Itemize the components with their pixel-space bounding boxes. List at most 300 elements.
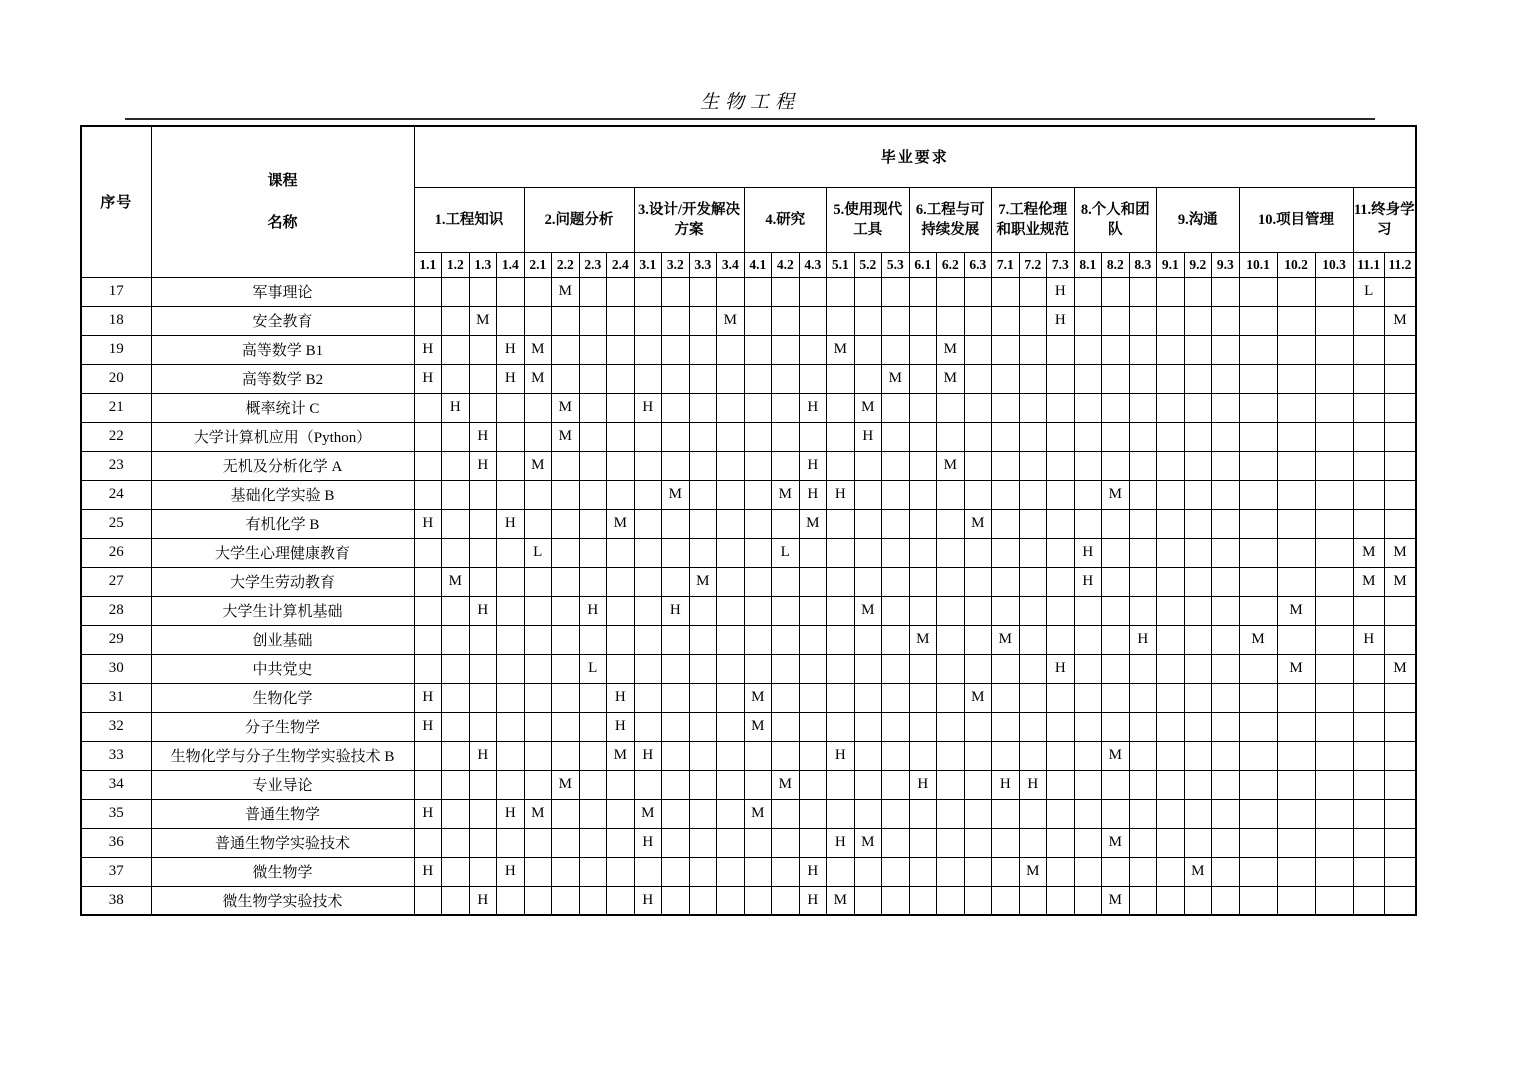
mark-cell-9.1 bbox=[1157, 886, 1185, 915]
mark-cell-1.3 bbox=[469, 335, 497, 364]
mark-cell-11.1 bbox=[1353, 770, 1385, 799]
mark-cell-3.4 bbox=[717, 509, 745, 538]
mark-cell-3.1 bbox=[634, 654, 662, 683]
mark-cell-2.4 bbox=[607, 770, 635, 799]
mark-cell-6.1 bbox=[909, 422, 937, 451]
mark-cell-8.3 bbox=[1129, 451, 1157, 480]
requirement-index-header-8.2: 8.2 bbox=[1102, 252, 1130, 277]
mark-cell-11.2: M bbox=[1385, 538, 1417, 567]
mark-cell-10.2 bbox=[1277, 335, 1315, 364]
mark-cell-2.1 bbox=[524, 857, 552, 886]
mark-cell-11.2 bbox=[1385, 828, 1417, 857]
mark-cell-10.2 bbox=[1277, 509, 1315, 538]
mark-cell-2.4 bbox=[607, 857, 635, 886]
mark-cell-7.2 bbox=[1019, 683, 1047, 712]
mark-cell-2.3 bbox=[579, 538, 607, 567]
mark-cell-7.2 bbox=[1019, 567, 1047, 596]
mark-cell-2.4: H bbox=[607, 683, 635, 712]
mark-cell-1.4: H bbox=[497, 799, 525, 828]
mark-cell-3.4 bbox=[717, 857, 745, 886]
course-number: 24 bbox=[81, 480, 151, 509]
mark-cell-6.1 bbox=[909, 538, 937, 567]
mark-cell-5.1 bbox=[827, 306, 855, 335]
mark-cell-4.1 bbox=[744, 393, 772, 422]
requirement-index-header-1.1: 1.1 bbox=[414, 252, 442, 277]
mark-cell-11.1 bbox=[1353, 741, 1385, 770]
mark-cell-2.2 bbox=[552, 799, 580, 828]
mark-cell-9.2 bbox=[1184, 364, 1212, 393]
mark-cell-10.1 bbox=[1239, 277, 1277, 306]
course-name: 微生物学实验技术 bbox=[151, 886, 414, 915]
mark-cell-8.1 bbox=[1074, 364, 1102, 393]
mark-cell-10.3 bbox=[1315, 741, 1353, 770]
mark-cell-1.4 bbox=[497, 712, 525, 741]
mark-cell-3.1 bbox=[634, 335, 662, 364]
mark-cell-8.1 bbox=[1074, 335, 1102, 364]
mark-cell-6.3 bbox=[964, 712, 992, 741]
mark-cell-8.2 bbox=[1102, 393, 1130, 422]
mark-cell-7.1: M bbox=[992, 625, 1020, 654]
mark-cell-11.1 bbox=[1353, 451, 1385, 480]
mark-cell-2.2 bbox=[552, 451, 580, 480]
course-header-line2: 名称 bbox=[267, 214, 298, 231]
mark-cell-7.1 bbox=[992, 741, 1020, 770]
mark-cell-4.1 bbox=[744, 538, 772, 567]
mark-cell-1.4: H bbox=[497, 364, 525, 393]
mark-cell-2.3 bbox=[579, 393, 607, 422]
mark-cell-6.2: M bbox=[937, 335, 965, 364]
course-name: 高等数学 B1 bbox=[151, 335, 414, 364]
mark-cell-1.1 bbox=[414, 277, 442, 306]
course-row-38 bbox=[81, 886, 1416, 915]
mark-cell-7.1 bbox=[992, 857, 1020, 886]
mark-cell-7.2: H bbox=[1019, 770, 1047, 799]
mark-cell-9.2 bbox=[1184, 683, 1212, 712]
mark-cell-9.1 bbox=[1157, 277, 1185, 306]
mark-cell-11.2 bbox=[1385, 509, 1417, 538]
requirement-index-header-4.1: 4.1 bbox=[744, 252, 772, 277]
course-number: 29 bbox=[81, 625, 151, 654]
mark-cell-10.2 bbox=[1277, 480, 1315, 509]
mark-cell-6.1 bbox=[909, 277, 937, 306]
mark-cell-1.1 bbox=[414, 625, 442, 654]
mark-cell-8.3 bbox=[1129, 393, 1157, 422]
mark-cell-4.2: M bbox=[772, 770, 800, 799]
mark-cell-10.3 bbox=[1315, 567, 1353, 596]
mark-cell-10.1 bbox=[1239, 712, 1277, 741]
mark-cell-8.3 bbox=[1129, 480, 1157, 509]
mark-cell-1.3 bbox=[469, 712, 497, 741]
mark-cell-6.3 bbox=[964, 335, 992, 364]
mark-cell-2.2 bbox=[552, 625, 580, 654]
mark-cell-4.3 bbox=[799, 712, 827, 741]
mark-cell-3.1 bbox=[634, 770, 662, 799]
mark-cell-2.2 bbox=[552, 741, 580, 770]
mark-cell-10.3 bbox=[1315, 857, 1353, 886]
mark-cell-2.2 bbox=[552, 596, 580, 625]
mark-cell-2.2 bbox=[552, 828, 580, 857]
mark-cell-7.3: H bbox=[1047, 277, 1075, 306]
mark-cell-7.2 bbox=[1019, 654, 1047, 683]
mark-cell-2.4 bbox=[607, 567, 635, 596]
mark-cell-4.3 bbox=[799, 335, 827, 364]
requirement-index-header-1.3: 1.3 bbox=[469, 252, 497, 277]
mark-cell-4.2 bbox=[772, 364, 800, 393]
mark-cell-9.2 bbox=[1184, 625, 1212, 654]
mark-cell-3.3 bbox=[689, 596, 717, 625]
mark-cell-2.1: M bbox=[524, 335, 552, 364]
mark-cell-3.2 bbox=[662, 683, 690, 712]
mark-cell-6.3 bbox=[964, 625, 992, 654]
mark-cell-2.3 bbox=[579, 770, 607, 799]
course-name: 安全教育 bbox=[151, 306, 414, 335]
mark-cell-1.3 bbox=[469, 625, 497, 654]
mark-cell-11.1 bbox=[1353, 799, 1385, 828]
mark-cell-2.1 bbox=[524, 625, 552, 654]
mark-cell-11.1 bbox=[1353, 712, 1385, 741]
mark-cell-8.3 bbox=[1129, 741, 1157, 770]
mark-cell-2.3 bbox=[579, 509, 607, 538]
mark-cell-5.3 bbox=[882, 886, 910, 915]
mark-cell-1.1 bbox=[414, 422, 442, 451]
mark-cell-3.2 bbox=[662, 799, 690, 828]
mark-cell-9.2 bbox=[1184, 335, 1212, 364]
mark-cell-9.3 bbox=[1212, 799, 1240, 828]
mark-cell-2.1 bbox=[524, 654, 552, 683]
mark-cell-5.2 bbox=[854, 799, 882, 828]
mark-cell-5.1: H bbox=[827, 828, 855, 857]
mark-cell-3.1 bbox=[634, 712, 662, 741]
mark-cell-2.1 bbox=[524, 683, 552, 712]
mark-cell-4.3 bbox=[799, 596, 827, 625]
course-row-18 bbox=[81, 306, 1416, 335]
mark-cell-4.1 bbox=[744, 857, 772, 886]
mark-cell-1.4 bbox=[497, 625, 525, 654]
mark-cell-3.3 bbox=[689, 451, 717, 480]
mark-cell-2.3 bbox=[579, 567, 607, 596]
mark-cell-10.1 bbox=[1239, 857, 1277, 886]
mark-cell-11.2 bbox=[1385, 712, 1417, 741]
requirement-index-header-5.3: 5.3 bbox=[882, 252, 910, 277]
mark-cell-8.3 bbox=[1129, 567, 1157, 596]
mark-cell-3.2 bbox=[662, 335, 690, 364]
mark-cell-11.2 bbox=[1385, 480, 1417, 509]
mark-cell-8.1 bbox=[1074, 625, 1102, 654]
mark-cell-2.1 bbox=[524, 712, 552, 741]
requirement-index-header-6.3: 6.3 bbox=[964, 252, 992, 277]
mark-cell-4.3 bbox=[799, 654, 827, 683]
mark-cell-3.2 bbox=[662, 422, 690, 451]
mark-cell-10.1 bbox=[1239, 306, 1277, 335]
mark-cell-2.3: H bbox=[579, 596, 607, 625]
course-number: 17 bbox=[81, 277, 151, 306]
mark-cell-6.2 bbox=[937, 799, 965, 828]
course-row-29 bbox=[81, 625, 1416, 654]
mark-cell-1.4: H bbox=[497, 509, 525, 538]
mark-cell-1.4 bbox=[497, 683, 525, 712]
mark-cell-2.2 bbox=[552, 306, 580, 335]
requirement-index-header-3.4: 3.4 bbox=[717, 252, 745, 277]
mark-cell-3.2 bbox=[662, 509, 690, 538]
mark-cell-10.3 bbox=[1315, 886, 1353, 915]
mark-cell-2.3 bbox=[579, 857, 607, 886]
requirement-index-header-6.2: 6.2 bbox=[937, 252, 965, 277]
mark-cell-3.4 bbox=[717, 277, 745, 306]
mark-cell-7.3 bbox=[1047, 509, 1075, 538]
mark-cell-10.2 bbox=[1277, 538, 1315, 567]
mark-cell-1.3 bbox=[469, 364, 497, 393]
mark-cell-6.1 bbox=[909, 393, 937, 422]
mark-cell-8.1 bbox=[1074, 422, 1102, 451]
mark-cell-8.2 bbox=[1102, 596, 1130, 625]
mark-cell-11.2 bbox=[1385, 741, 1417, 770]
mark-cell-9.1 bbox=[1157, 422, 1185, 451]
mark-cell-3.4 bbox=[717, 654, 745, 683]
mark-cell-7.1 bbox=[992, 393, 1020, 422]
mark-cell-3.4 bbox=[717, 480, 745, 509]
mark-cell-10.1 bbox=[1239, 451, 1277, 480]
course-row-37 bbox=[81, 857, 1416, 886]
course-header-line1: 课程 bbox=[267, 172, 298, 189]
mark-cell-7.1 bbox=[992, 451, 1020, 480]
mark-cell-5.2: H bbox=[854, 422, 882, 451]
mark-cell-5.3 bbox=[882, 741, 910, 770]
mark-cell-6.3 bbox=[964, 799, 992, 828]
mark-cell-8.2: M bbox=[1102, 741, 1130, 770]
mark-cell-11.2 bbox=[1385, 451, 1417, 480]
mark-cell-5.2 bbox=[854, 451, 882, 480]
course-name: 普通生物学实验技术 bbox=[151, 828, 414, 857]
mark-cell-7.1 bbox=[992, 480, 1020, 509]
mark-cell-3.4 bbox=[717, 770, 745, 799]
mark-cell-2.4 bbox=[607, 886, 635, 915]
mark-cell-9.3 bbox=[1212, 393, 1240, 422]
mark-cell-4.1 bbox=[744, 567, 772, 596]
mark-cell-8.1 bbox=[1074, 480, 1102, 509]
mark-cell-4.2 bbox=[772, 277, 800, 306]
mark-cell-2.3 bbox=[579, 625, 607, 654]
requirement-group-header-8: 8.个人和团队 bbox=[1074, 187, 1157, 252]
mark-cell-11.2 bbox=[1385, 683, 1417, 712]
mark-cell-9.3 bbox=[1212, 770, 1240, 799]
mark-cell-2.4 bbox=[607, 799, 635, 828]
mark-cell-6.1 bbox=[909, 596, 937, 625]
mark-cell-4.1: M bbox=[744, 712, 772, 741]
mark-cell-4.1 bbox=[744, 654, 772, 683]
mark-cell-9.1 bbox=[1157, 480, 1185, 509]
mark-cell-3.2 bbox=[662, 451, 690, 480]
mark-cell-2.4 bbox=[607, 596, 635, 625]
mark-cell-3.4 bbox=[717, 567, 745, 596]
mark-cell-3.1: H bbox=[634, 741, 662, 770]
mark-cell-3.4 bbox=[717, 335, 745, 364]
mark-cell-7.2 bbox=[1019, 480, 1047, 509]
mark-cell-4.2 bbox=[772, 625, 800, 654]
course-name: 大学计算机应用（Python） bbox=[151, 422, 414, 451]
mark-cell-10.3 bbox=[1315, 335, 1353, 364]
mark-cell-2.4: H bbox=[607, 712, 635, 741]
mark-cell-1.4 bbox=[497, 654, 525, 683]
mark-cell-4.3: H bbox=[799, 393, 827, 422]
mark-cell-11.2 bbox=[1385, 886, 1417, 915]
mark-cell-6.2 bbox=[937, 683, 965, 712]
mark-cell-7.3 bbox=[1047, 712, 1075, 741]
course-name: 无机及分析化学 A bbox=[151, 451, 414, 480]
mark-cell-4.3 bbox=[799, 422, 827, 451]
mark-cell-3.3 bbox=[689, 306, 717, 335]
mark-cell-6.3 bbox=[964, 654, 992, 683]
mark-cell-5.1 bbox=[827, 625, 855, 654]
mark-cell-6.2: M bbox=[937, 364, 965, 393]
mark-cell-1.4 bbox=[497, 770, 525, 799]
mark-cell-5.2 bbox=[854, 741, 882, 770]
mark-cell-1.1 bbox=[414, 451, 442, 480]
mark-cell-8.3 bbox=[1129, 364, 1157, 393]
mark-cell-6.2 bbox=[937, 538, 965, 567]
mark-cell-7.3 bbox=[1047, 596, 1075, 625]
mark-cell-8.2 bbox=[1102, 306, 1130, 335]
mark-cell-9.2 bbox=[1184, 538, 1212, 567]
mark-cell-5.1 bbox=[827, 364, 855, 393]
mark-cell-4.1 bbox=[744, 828, 772, 857]
mark-cell-5.3 bbox=[882, 625, 910, 654]
mark-cell-10.3 bbox=[1315, 451, 1353, 480]
course-number: 18 bbox=[81, 306, 151, 335]
mark-cell-5.3 bbox=[882, 306, 910, 335]
mark-cell-7.1 bbox=[992, 828, 1020, 857]
mark-cell-1.4 bbox=[497, 393, 525, 422]
mark-cell-4.2 bbox=[772, 741, 800, 770]
mark-cell-1.1 bbox=[414, 306, 442, 335]
requirement-group-header-6: 6.工程与可持续发展 bbox=[909, 187, 992, 252]
mark-cell-3.4 bbox=[717, 712, 745, 741]
course-number: 25 bbox=[81, 509, 151, 538]
mark-cell-9.1 bbox=[1157, 567, 1185, 596]
mark-cell-10.1 bbox=[1239, 335, 1277, 364]
mark-cell-4.1 bbox=[744, 741, 772, 770]
course-name: 概率统计 C bbox=[151, 393, 414, 422]
requirement-index-header-5.2: 5.2 bbox=[854, 252, 882, 277]
course-number: 19 bbox=[81, 335, 151, 364]
mark-cell-8.2 bbox=[1102, 335, 1130, 364]
mark-cell-10.1 bbox=[1239, 480, 1277, 509]
mark-cell-8.3 bbox=[1129, 538, 1157, 567]
mark-cell-10.1 bbox=[1239, 364, 1277, 393]
mark-cell-9.2 bbox=[1184, 770, 1212, 799]
mark-cell-1.2 bbox=[442, 480, 470, 509]
mark-cell-5.1 bbox=[827, 509, 855, 538]
mark-cell-3.3 bbox=[689, 625, 717, 654]
mark-cell-2.4 bbox=[607, 625, 635, 654]
mark-cell-6.2 bbox=[937, 277, 965, 306]
mark-cell-3.3: M bbox=[689, 567, 717, 596]
mark-cell-11.1 bbox=[1353, 857, 1385, 886]
mark-cell-6.3 bbox=[964, 538, 992, 567]
mark-cell-5.2 bbox=[854, 509, 882, 538]
mark-cell-6.1 bbox=[909, 886, 937, 915]
mark-cell-5.2 bbox=[854, 567, 882, 596]
requirement-index-header-8.3: 8.3 bbox=[1129, 252, 1157, 277]
requirement-group-header-11: 11.终身学习 bbox=[1353, 187, 1416, 252]
mark-cell-1.3: H bbox=[469, 422, 497, 451]
requirement-index-header-10.1: 10.1 bbox=[1239, 252, 1277, 277]
mark-cell-3.1 bbox=[634, 306, 662, 335]
course-name: 大学生心理健康教育 bbox=[151, 538, 414, 567]
mark-cell-3.1 bbox=[634, 480, 662, 509]
mark-cell-4.3 bbox=[799, 770, 827, 799]
mark-cell-9.1 bbox=[1157, 712, 1185, 741]
mark-cell-6.2 bbox=[937, 857, 965, 886]
mark-cell-6.3 bbox=[964, 451, 992, 480]
mark-cell-7.2 bbox=[1019, 364, 1047, 393]
mark-cell-9.2 bbox=[1184, 451, 1212, 480]
mark-cell-6.1 bbox=[909, 741, 937, 770]
mark-cell-5.1 bbox=[827, 422, 855, 451]
mark-cell-3.4 bbox=[717, 451, 745, 480]
mark-cell-8.1 bbox=[1074, 857, 1102, 886]
mark-cell-6.3 bbox=[964, 422, 992, 451]
mark-cell-3.1 bbox=[634, 857, 662, 886]
requirement-index-header-8.1: 8.1 bbox=[1074, 252, 1102, 277]
mark-cell-2.4 bbox=[607, 538, 635, 567]
mark-cell-8.2 bbox=[1102, 625, 1130, 654]
mark-cell-5.3 bbox=[882, 509, 910, 538]
mark-cell-5.2 bbox=[854, 770, 882, 799]
mark-cell-8.2 bbox=[1102, 422, 1130, 451]
requirement-index-header-11.2: 11.2 bbox=[1385, 252, 1417, 277]
mark-cell-5.3 bbox=[882, 712, 910, 741]
course-name: 分子生物学 bbox=[151, 712, 414, 741]
mark-cell-4.1: M bbox=[744, 683, 772, 712]
mark-cell-3.4 bbox=[717, 828, 745, 857]
mark-cell-5.3 bbox=[882, 335, 910, 364]
mark-cell-10.1 bbox=[1239, 741, 1277, 770]
graduation-requirements-header: 毕业要求 bbox=[414, 126, 1416, 187]
mark-cell-4.2 bbox=[772, 567, 800, 596]
mark-cell-2.1 bbox=[524, 770, 552, 799]
mark-cell-3.2: H bbox=[662, 596, 690, 625]
requirement-index-header-7.3: 7.3 bbox=[1047, 252, 1075, 277]
mark-cell-8.1 bbox=[1074, 654, 1102, 683]
mark-cell-9.1 bbox=[1157, 393, 1185, 422]
mark-cell-9.2 bbox=[1184, 886, 1212, 915]
mark-cell-6.2 bbox=[937, 654, 965, 683]
course-row-32 bbox=[81, 712, 1416, 741]
mark-cell-1.1 bbox=[414, 480, 442, 509]
mark-cell-9.2: M bbox=[1184, 857, 1212, 886]
mark-cell-6.1 bbox=[909, 306, 937, 335]
mark-cell-6.1 bbox=[909, 335, 937, 364]
mark-cell-9.2 bbox=[1184, 277, 1212, 306]
mark-cell-11.2 bbox=[1385, 799, 1417, 828]
mark-cell-8.3 bbox=[1129, 596, 1157, 625]
mark-cell-2.2 bbox=[552, 654, 580, 683]
mark-cell-8.2 bbox=[1102, 451, 1130, 480]
mark-cell-1.3 bbox=[469, 654, 497, 683]
mark-cell-8.1 bbox=[1074, 886, 1102, 915]
mark-cell-2.1 bbox=[524, 567, 552, 596]
mark-cell-1.1: H bbox=[414, 799, 442, 828]
mark-cell-7.2 bbox=[1019, 886, 1047, 915]
mark-cell-1.1 bbox=[414, 770, 442, 799]
mark-cell-10.1 bbox=[1239, 654, 1277, 683]
mark-cell-6.2 bbox=[937, 393, 965, 422]
mark-cell-3.4 bbox=[717, 393, 745, 422]
mark-cell-11.1 bbox=[1353, 886, 1385, 915]
mark-cell-9.3 bbox=[1212, 538, 1240, 567]
mark-cell-3.4 bbox=[717, 538, 745, 567]
mark-cell-3.4 bbox=[717, 364, 745, 393]
